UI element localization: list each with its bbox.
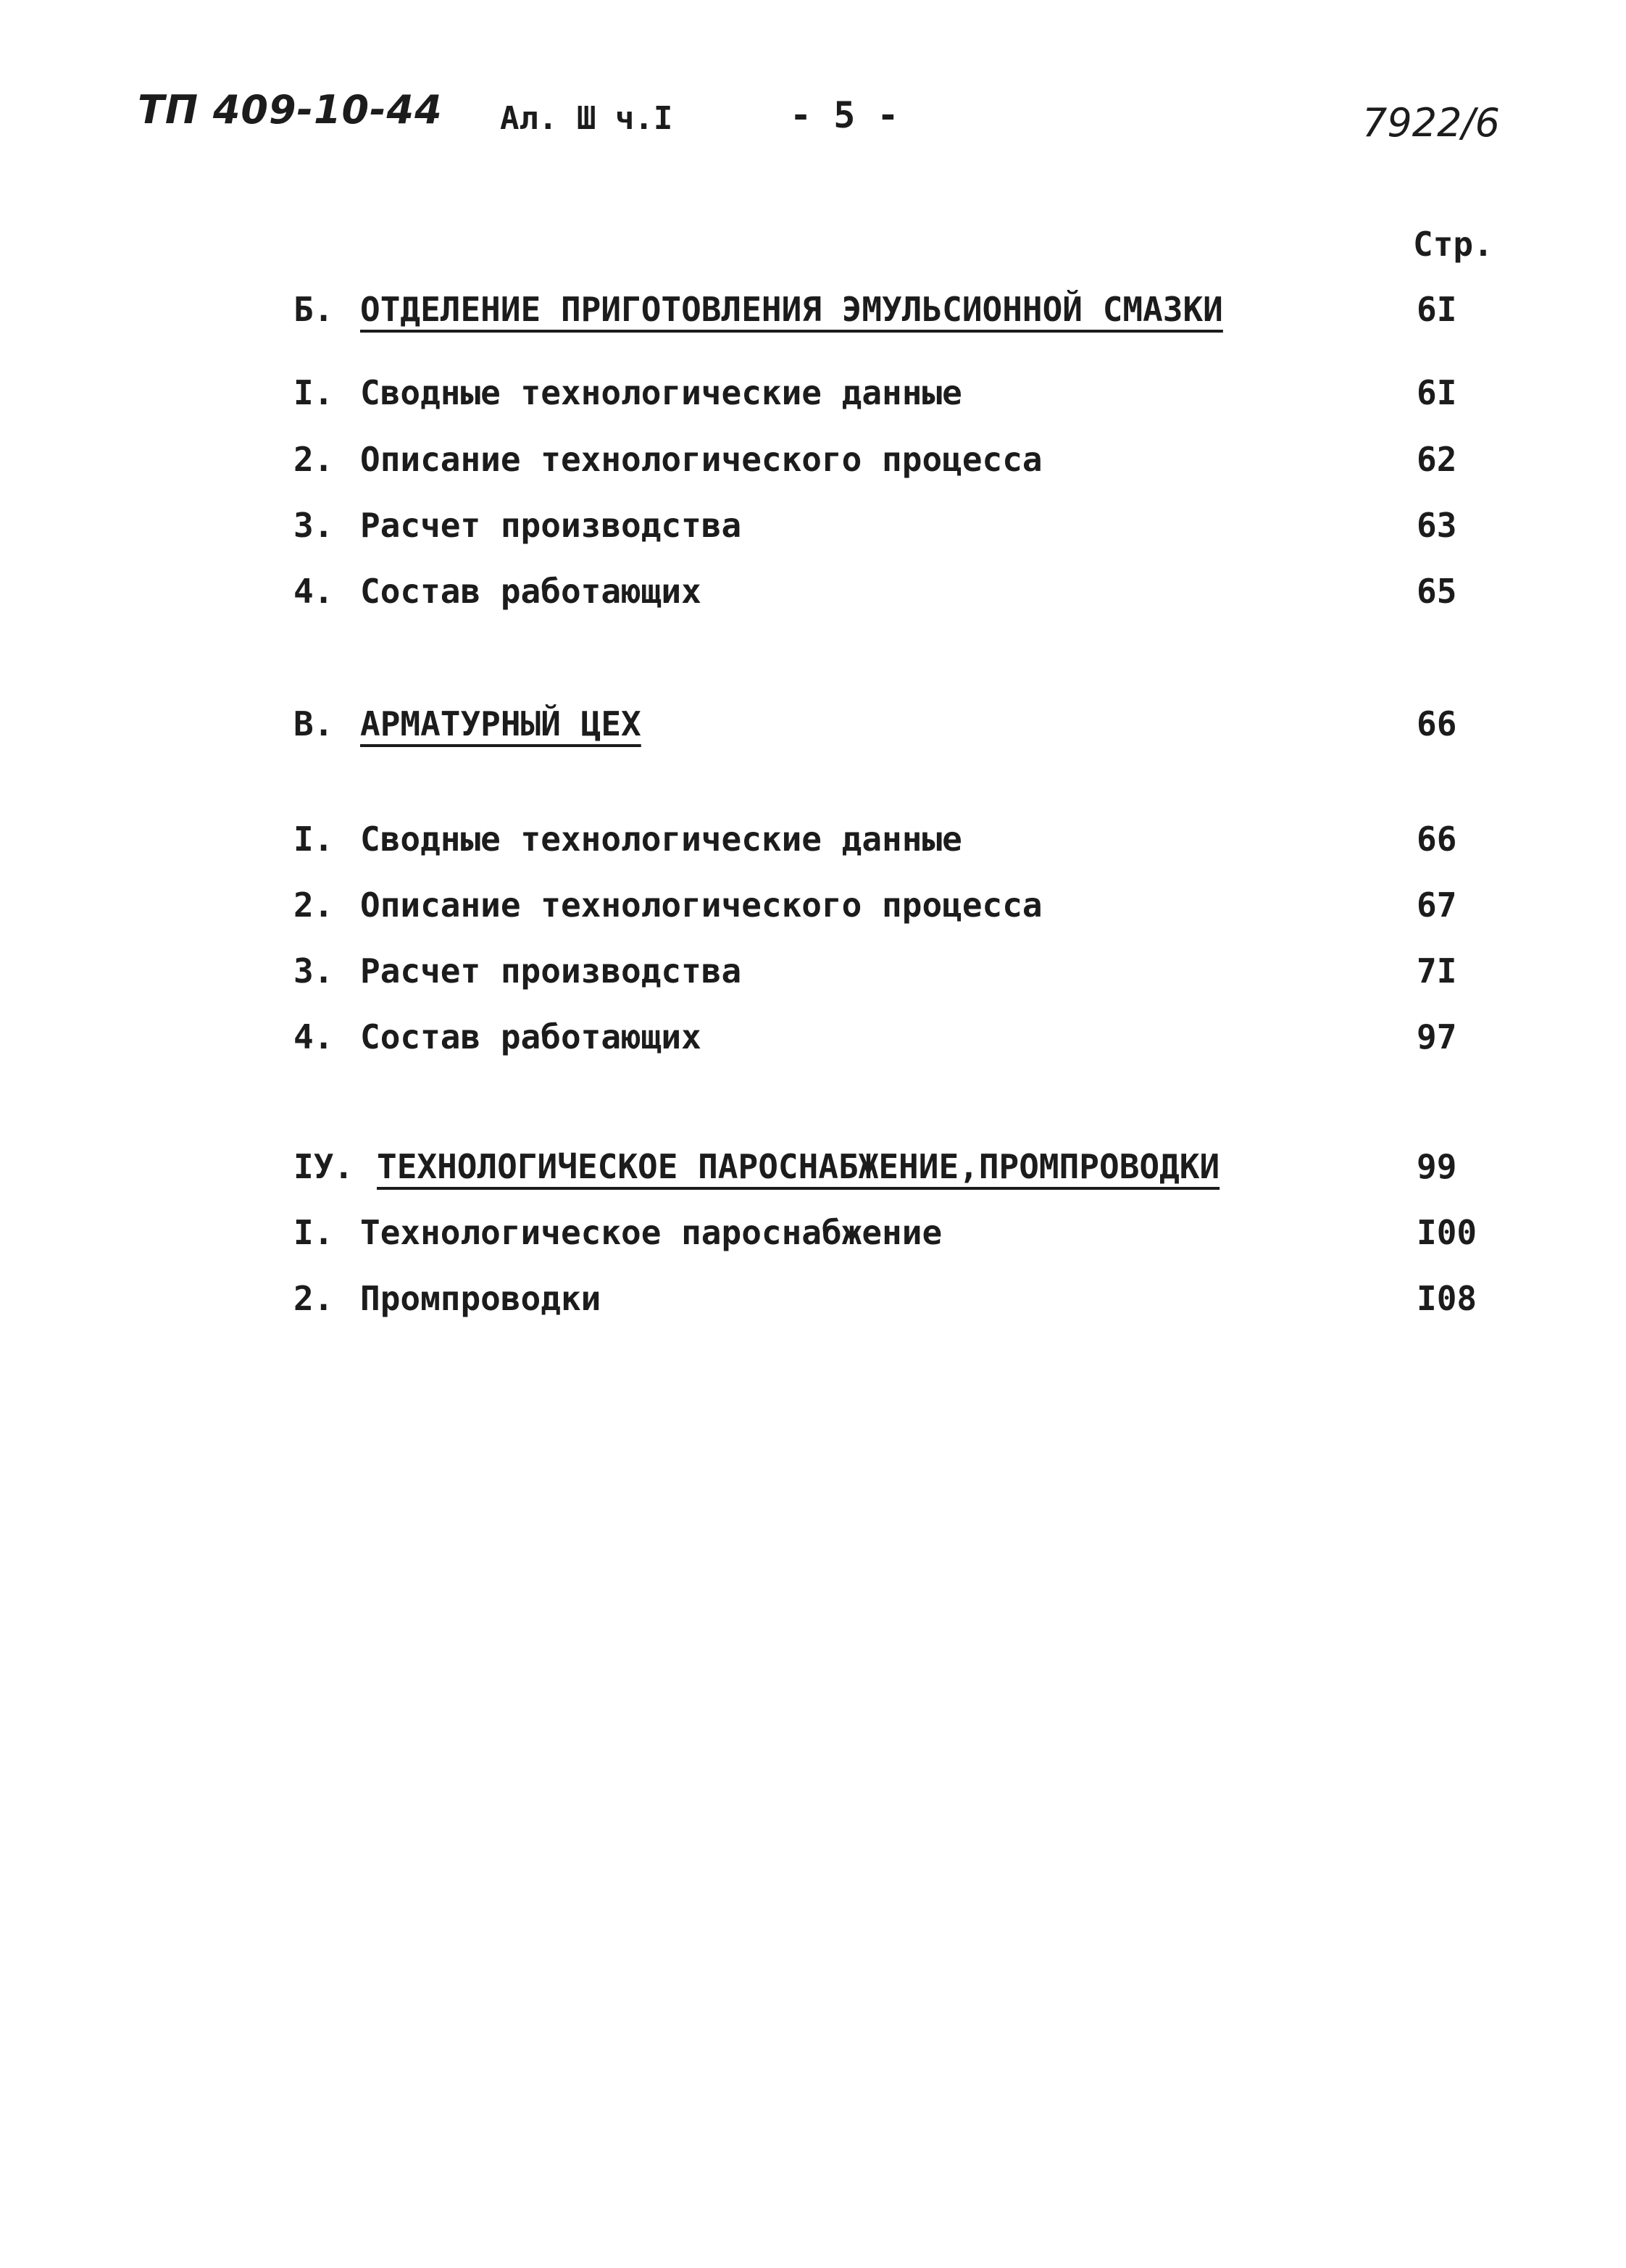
toc-page: 62 (1417, 440, 1457, 479)
toc-title: Технологическое пароснабжение (360, 1213, 943, 1252)
toc-number: I. (293, 820, 334, 859)
toc-title: ОТДЕЛЕНИЕ ПРИГОТОВЛЕНИЯ ЭМУЛЬСИОННОЙ СМАЗКИ (360, 290, 1223, 329)
toc-title: Описание технологического процесса (360, 440, 1043, 479)
album-reference: Ал. Ш ч.I (500, 100, 673, 137)
toc-title: Расчет производства (360, 506, 742, 545)
toc-page: 6I (1417, 373, 1457, 412)
toc-number: 2. (293, 885, 334, 925)
toc-item (293, 1213, 942, 1252)
toc-item (293, 951, 741, 991)
toc-item (293, 885, 1043, 925)
toc-number: В. (293, 704, 334, 743)
toc-title: Сводные технологические данные (360, 820, 962, 859)
toc-item (293, 820, 962, 859)
toc-page: 97 (1417, 1017, 1457, 1056)
toc-number: 3. (293, 506, 334, 545)
toc-number: 2. (293, 1279, 334, 1318)
toc-page: 6I (1417, 290, 1457, 329)
toc-number: Б. (293, 290, 334, 329)
toc-section-iv (293, 1147, 1220, 1186)
toc-title: Состав работающих (360, 572, 701, 611)
toc-section-b (293, 290, 1223, 329)
page-number: - 5 - (790, 94, 899, 136)
toc-number: I. (293, 373, 334, 412)
toc-number: 2. (293, 440, 334, 479)
toc-title: Расчет производства (360, 951, 742, 991)
toc-page: 7I (1417, 951, 1457, 991)
toc-title: ТЕХНОЛОГИЧЕСКОЕ ПАРОСНАБЖЕНИЕ,ПРОМПРОВОДКИ (377, 1147, 1220, 1186)
toc-title: Промпроводки (360, 1279, 601, 1318)
toc-item (293, 440, 1043, 479)
toc-page: I08 (1417, 1279, 1477, 1318)
toc-item (293, 572, 701, 611)
toc-title: АРМАТУРНЫЙ ЦЕХ (360, 704, 641, 743)
toc-item (293, 373, 962, 412)
toc-number: 4. (293, 1017, 334, 1056)
toc-page: 65 (1417, 572, 1457, 611)
toc-page: 99 (1417, 1147, 1457, 1186)
toc-title: Состав работающих (360, 1017, 701, 1056)
toc-number: IУ. (293, 1147, 354, 1186)
toc-item (293, 1279, 601, 1318)
document-code: ТП 409-10-44 (138, 87, 443, 133)
toc-page: 67 (1417, 885, 1457, 925)
toc-page: I00 (1417, 1213, 1477, 1252)
toc-title: Описание технологического процесса (360, 885, 1043, 925)
toc-item (293, 1017, 701, 1056)
toc-title: Сводные технологические данные (360, 373, 962, 412)
toc-page: 63 (1417, 506, 1457, 545)
toc-section-v (293, 704, 641, 743)
toc-item (293, 506, 741, 545)
toc-page: 66 (1417, 820, 1457, 859)
inventory-number: 7922/6 (1362, 100, 1500, 146)
page-column-label: Стр. (1413, 225, 1493, 264)
toc-number: I. (293, 1213, 334, 1252)
toc-number: 4. (293, 572, 334, 611)
toc-page: 66 (1417, 704, 1457, 743)
toc-number: 3. (293, 951, 334, 991)
